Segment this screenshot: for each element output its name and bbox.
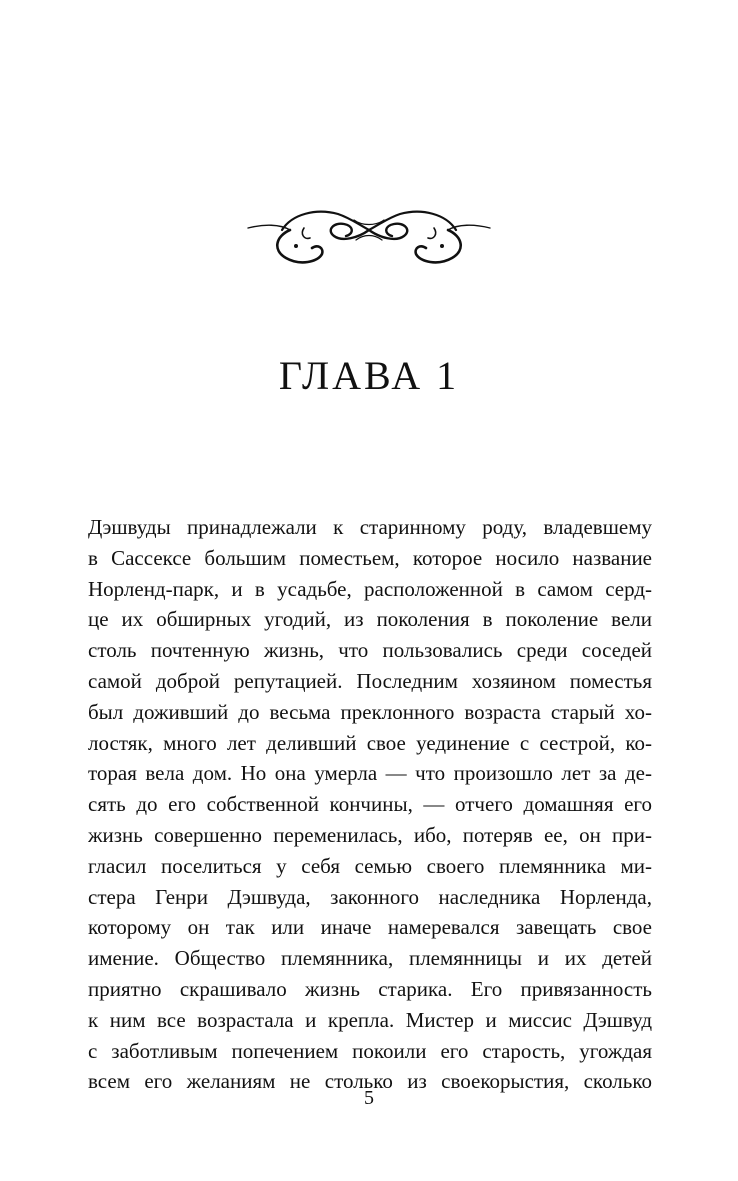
chapter-body-text: [88, 512, 652, 1097]
text-line: с заботливым попечением покоили его старость, угождая: [88, 1038, 652, 1063]
text-line: торая вела дом. Но она умерла — что произошло лет за де-: [88, 761, 652, 786]
page-number: 5: [364, 1087, 374, 1109]
text-line: к ним все возрастала и крепла. Мистер и миссис Дэшвуд: [88, 1007, 652, 1032]
text-line: самой доброй репутацией. Последним хозяином поместья: [88, 668, 652, 693]
text-line: лостяк, много лет деливший свое уединение с сестрой, ко-: [88, 730, 652, 755]
text-line: гласил поселиться у себя семью своего племянника ми-: [88, 853, 652, 878]
text-line: стера Генри Дэшвуда, законного наследника Норленда,: [88, 884, 652, 909]
text-line: столь почтенную жизнь, что пользовались среди соседей: [88, 638, 652, 663]
text-line: Дэшвуды принадлежали к старинному роду, владевшему: [88, 515, 652, 539]
text-line: сять до его собственной кончины, — отчего домашняя его: [88, 792, 652, 817]
text-line: имение. Общество племянника, племянницы и их детей: [88, 946, 652, 971]
text-line: которому он так или иначе намеревался завещать свое: [88, 915, 652, 940]
text-line: в Сассексе большим поместьем, которое носило название: [88, 545, 652, 570]
text-line: был доживший до весьма преклонного возраста старый хо-: [88, 699, 652, 724]
chapter-title: ГЛАВА 1: [278, 353, 460, 398]
text-line: всем его желаниям не столько из своекорыстия, сколько: [88, 1069, 652, 1094]
text-line: це их обширных угодий, из поколения в поколение вели: [88, 607, 652, 632]
text-line: приятно скрашивало жизнь старика. Его привязанность: [88, 976, 652, 1001]
text-line: жизнь совершенно переменилась, ибо, потеряв ее, он при-: [88, 822, 652, 847]
flourish-ornament-icon: [246, 204, 492, 268]
text-line: Норленд-парк, и в усадьбе, расположенной в самом серд-: [88, 576, 652, 601]
